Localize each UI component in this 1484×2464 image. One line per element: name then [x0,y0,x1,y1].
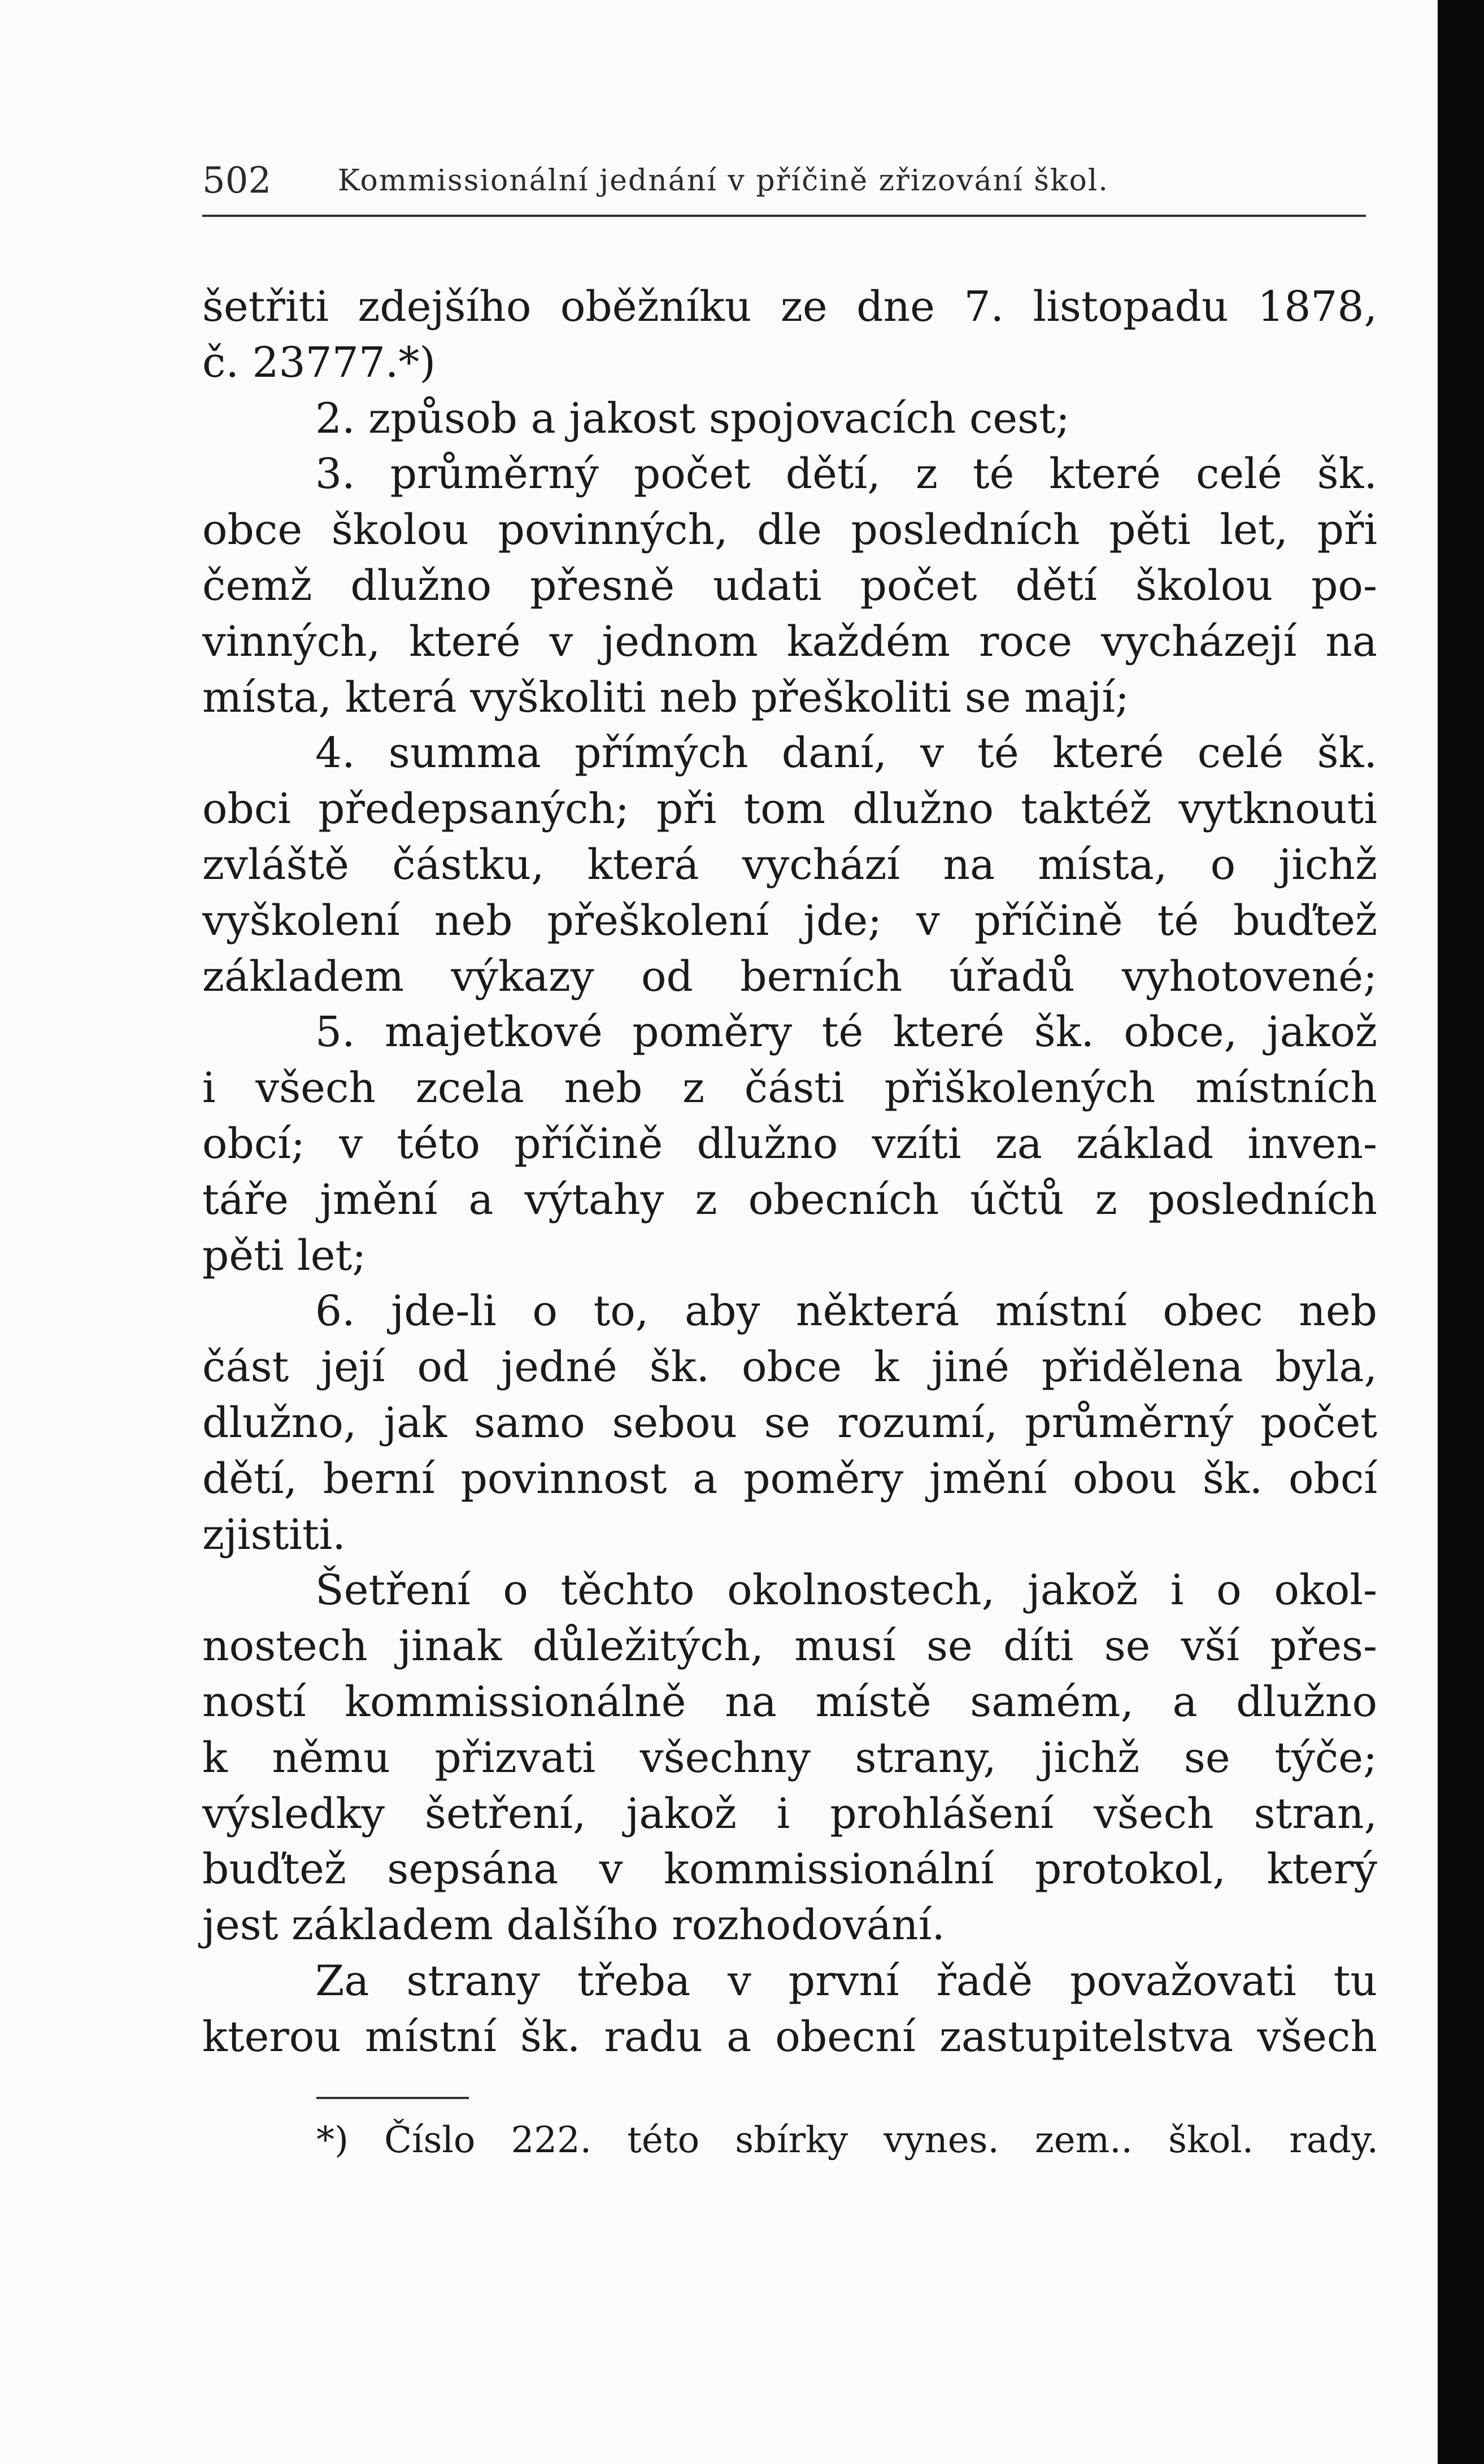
text-line: dlužno, jak samo sebou se rozumí, průměrný počet [202,1398,1377,1447]
text-line: výsledky šetření, jakož i prohlášení všech stran, [202,1789,1377,1838]
text-line: i všech zcela neb z části přiškolených místních [202,1064,1377,1113]
text-line: k němu přizvati všechny strany, jichž se týče; [202,1733,1377,1782]
text-line: buďtež sepsána v kommissionální protokol, který [202,1845,1377,1894]
text-line: vinných, které v jednom každém roce vycházejí na [202,617,1377,666]
text-line: č. 23777.*) [202,338,436,387]
text-line: čemž dlužno přesně udati počet dětí školou po- [202,561,1377,610]
page-header [202,153,1366,209]
text-line: místa, která vyškoliti neb přeškoliti se mají; [202,673,1129,722]
text-line: 6. jde-li o to, aby některá místní obec neb [315,1287,1377,1336]
body-text [202,279,1377,2065]
footnote-separator [316,2097,469,2099]
text-line: Šetření o těchto okolnostech, jakož i o okol- [315,1566,1377,1615]
scan-edge [1438,0,1484,2464]
footnote: *) Číslo 222. této sbírky vynes. zem.. škol. rady. [316,2119,1378,2161]
text-line: 5. majetkové poměry té které šk. obce, jakož [315,1008,1377,1057]
text-line: základem výkazy od berních úřadů vyhotovené; [202,952,1377,1001]
text-line: Za strany třeba v první řadě považovati tu [315,1956,1377,2005]
text-line: zjistiti. [202,1510,346,1559]
text-line: část její od jedné šk. obce k jiné přidělena byla, [202,1343,1377,1392]
text-line: jest základem dalšího rozhodování. [202,1901,945,1950]
text-line: kterou místní šk. radu a obecní zastupitelstva všech [202,2012,1377,2061]
text-line: 4. summa přímých daní, v té které celé šk. [315,729,1377,778]
header-rule [202,215,1366,217]
page-number: 502 [202,160,272,202]
text-line: obci předepsaných; při tom dlužno taktéž vytknouti [202,785,1377,834]
text-line: obcí; v této příčině dlužno vzíti za základ inven- [202,1119,1377,1168]
text-line: obce školou povinných, dle posledních pěti let, při [202,506,1377,555]
text-line: zvláště částku, která vychází na místa, o jichž [202,840,1377,889]
text-line: 2. způsob a jakost spojovacích cest; [315,394,1070,443]
text-line: nostech jinak důležitých, musí se díti se vší přes- [202,1622,1377,1671]
text-line: pěti let; [202,1231,367,1280]
text-line: dětí, berní povinnost a poměry jmění obou šk. obcí [202,1454,1377,1503]
text-line: ností kommissionálně na místě samém, a dlužno [202,1677,1377,1726]
text-line: táře jmění a výtahy z obecních účtů z posledních [202,1175,1377,1224]
text-line: 3. průměrný počet dětí, z té které celé šk. [315,450,1377,499]
text-line: vyškolení neb přeškolení jde; v příčině té buďtež [202,896,1377,945]
running-title: Kommissionální jednání v příčině zřizování škol. [338,164,1109,198]
text-line: šetřiti zdejšího oběžníku ze dne 7. listopadu 1878, [202,282,1377,331]
